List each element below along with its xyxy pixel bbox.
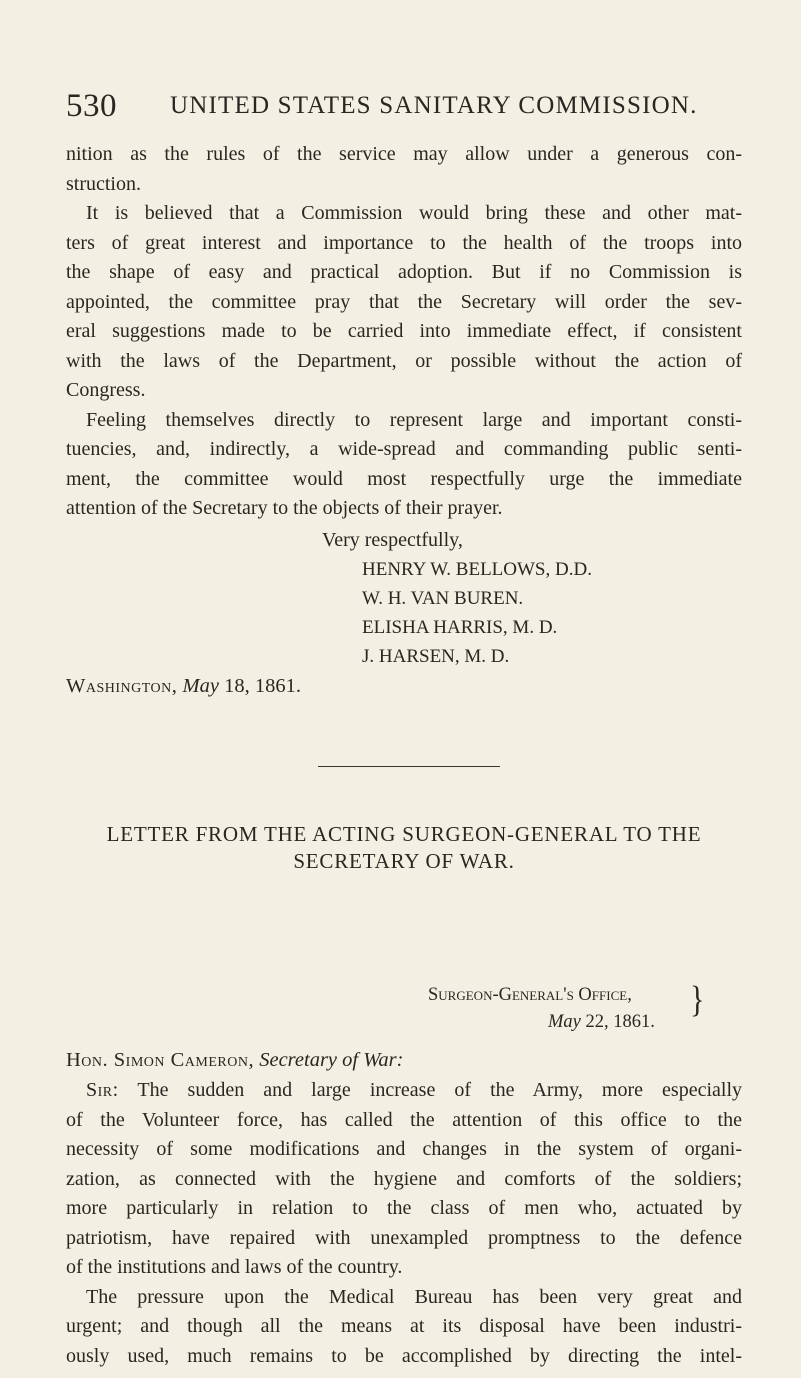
- text-line: It is believed that a Commission would bring these and other mat-: [86, 202, 742, 224]
- memorial-text: [66, 140, 742, 524]
- text-line: nition as the rules of the service may allow under a generous con-: [66, 143, 742, 165]
- text-line: appointed, the committee pray that the Secretary will order the sev-: [66, 290, 742, 313]
- text-line: Feeling themselves directly to represent large and important consti-: [86, 408, 742, 431]
- addressee-title: Secretary of War:: [259, 1049, 404, 1071]
- text-line: of the institutions and laws of the country.: [66, 1256, 403, 1278]
- brace-mark: }: [690, 978, 705, 1020]
- text-line: patriotism, have repaired with unexampled promptness to the defence: [66, 1226, 742, 1249]
- office-heading: Surgeon-General's Office,: [428, 985, 632, 1005]
- text-line: with the laws of the Department, or possible without the action of: [66, 349, 742, 372]
- dateline-month: May: [182, 675, 219, 697]
- signatory: W. H. VAN BUREN.: [362, 588, 524, 609]
- salutation: Sir:: [86, 1079, 119, 1101]
- office-date-month: May: [548, 1012, 581, 1032]
- text-line: attention of the Secretary to the objects of their prayer.: [66, 497, 503, 519]
- office-date-rest: 22, 1861.: [585, 1012, 655, 1032]
- letter-text: [66, 1076, 742, 1371]
- closing: Very respectfully,: [322, 529, 463, 551]
- text-line: of the Volunteer force, has called the attention of this office to the: [66, 1108, 742, 1131]
- text-line: necessity of some modifications and changes in the system of organi-: [66, 1138, 742, 1160]
- office-date: [548, 1012, 655, 1033]
- section-divider: [318, 766, 500, 767]
- dateline-day-year: 18, 1861.: [224, 675, 301, 697]
- text-line: eral suggestions made to be carried into immediate effect, if consistent: [66, 320, 742, 342]
- running-head: UNITED STATES SANITARY COMMISSION.: [170, 92, 698, 119]
- dateline: [66, 672, 301, 702]
- page-header: [66, 88, 746, 128]
- text-line: tuencies, and, indirectly, a wide-spread and commanding public senti-: [66, 438, 742, 460]
- text-line: The pressure upon the Medical Bureau has been very great and: [86, 1285, 742, 1308]
- text-line-content: The sudden and large increase of the Army, more especially: [137, 1079, 743, 1101]
- text-line: the shape of easy and practical adoption. But if no Commission is: [66, 261, 742, 283]
- addressee-name: Hon. Simon Cameron,: [66, 1049, 255, 1071]
- text-line: zation, as connected with the hygiene and comforts of the soldiers;: [66, 1167, 742, 1190]
- signatory: HENRY W. BELLOWS, D.D.: [362, 559, 592, 580]
- addressee: [66, 1046, 403, 1076]
- text-line: ously used, much remains to be accomplished by directing the intel-: [66, 1344, 742, 1367]
- letter-title-line: LETTER FROM THE ACTING SURGEON-GENERAL TO THE: [106, 822, 702, 846]
- text-line: Congress.: [66, 379, 146, 401]
- text-line: [66, 1076, 742, 1106]
- signatory: J. HARSEN, M. D.: [362, 646, 510, 667]
- letter-title-line: SECRETARY OF WAR.: [293, 849, 515, 873]
- dateline-place: Washington,: [66, 675, 178, 697]
- text-line: ment, the committee would most respectfully urge the immediate: [66, 467, 742, 490]
- page-number: 530: [66, 88, 117, 124]
- text-line: ters of great interest and importance to the health of the troops into: [66, 231, 742, 254]
- text-line: urgent; and though all the means at its disposal have been industri-: [66, 1315, 742, 1337]
- text-line: more particularly in relation to the class of men who, actuated by: [66, 1197, 742, 1219]
- text-line: struction.: [66, 172, 141, 195]
- signatory: ELISHA HARRIS, M. D.: [362, 617, 558, 638]
